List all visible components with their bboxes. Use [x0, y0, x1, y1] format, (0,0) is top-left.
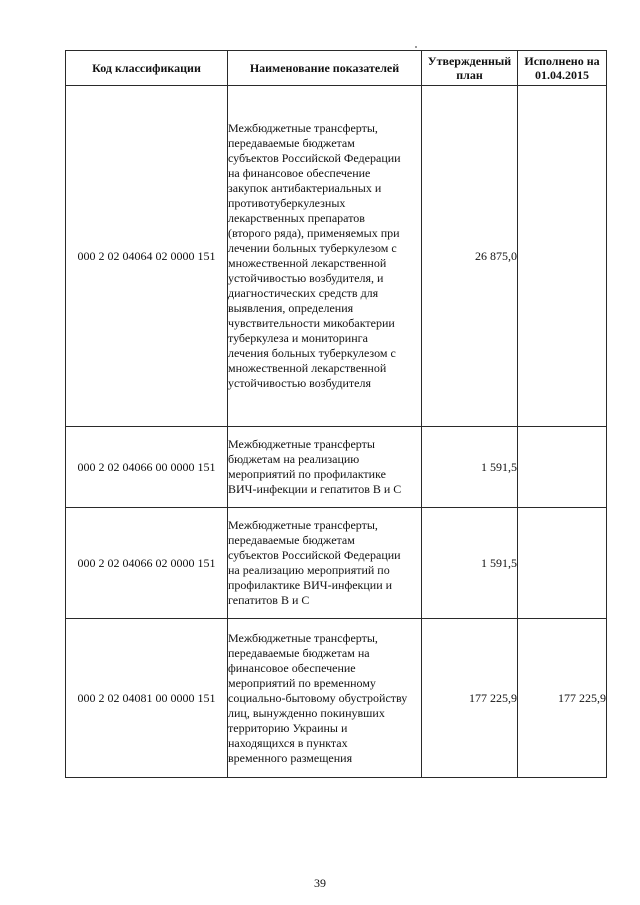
cell-plan: 1 591,5: [422, 427, 518, 508]
name-line: на реализацию мероприятий по: [228, 563, 390, 577]
name-line: передаваемые бюджетам на: [228, 645, 370, 660]
name-line: субъектов Российской Федерации: [228, 548, 401, 562]
name-line: закупок антибактериальных и: [228, 181, 382, 195]
cell-code: 000 2 02 04066 00 0000 151: [66, 427, 228, 508]
name-line: чувствительности микобактерии: [228, 316, 395, 330]
name-line: лечении больных туберкулезом с: [228, 241, 397, 255]
name-line: Межбюджетные трансферты,: [228, 630, 378, 645]
cell-name: [228, 86, 422, 427]
cell-code: 000 2 02 04064 02 0000 151: [66, 86, 228, 427]
cell-plan: 26 875,0: [422, 86, 518, 427]
table-row: [66, 508, 607, 619]
name-line: временного размещения: [228, 750, 353, 765]
name-line: мероприятий по временному: [228, 675, 376, 690]
name-line: на финансовое обеспечение: [228, 166, 371, 180]
name-line: ВИЧ-инфекции и гепатитов В и С: [228, 482, 402, 496]
scan-artifact-dot: [415, 46, 417, 48]
name-line: множественной лекарственной: [228, 256, 387, 270]
header-done: Исполнено на 01.04.2015: [518, 51, 607, 86]
table-row: [66, 427, 607, 508]
name-line: субъектов Российской Федерации: [228, 151, 401, 165]
header-name: Наименование показателей: [228, 51, 422, 86]
header-code: Код классификации: [66, 51, 228, 86]
name-line: профилактике ВИЧ-инфекции и: [228, 578, 393, 592]
cell-plan: 1 591,5: [422, 508, 518, 619]
cell-name: [228, 427, 422, 508]
name-line: Межбюджетные трансферты,: [228, 121, 378, 135]
name-line: лекарственных препаратов: [228, 211, 365, 225]
cell-code: 000 2 02 04066 02 0000 151: [66, 508, 228, 619]
name-line: находящихся в пунктах: [228, 735, 348, 750]
cell-done: [518, 86, 607, 427]
name-line: противотуберкулезных: [228, 196, 346, 210]
name-line: лечения больных туберкулезом с: [228, 346, 396, 360]
name-line: передаваемые бюджетам: [228, 533, 355, 547]
name-line: гепатитов В и С: [228, 593, 310, 607]
name-line: множественной лекарственной: [228, 361, 387, 375]
table-row: [66, 86, 607, 427]
name-line: устойчивостью возбудителя, и: [228, 271, 384, 285]
cell-name: [228, 508, 422, 619]
cell-code: 000 2 02 04081 00 0000 151: [66, 619, 228, 778]
name-line: финансовое обеспечение: [228, 660, 356, 675]
cell-name: [228, 619, 422, 778]
name-line: туберкулеза и мониторинга: [228, 331, 368, 345]
name-line: передаваемые бюджетам: [228, 136, 355, 150]
cell-done: [518, 508, 607, 619]
budget-table: [65, 50, 607, 778]
name-line: социально-бытовому обустройству: [228, 690, 408, 705]
table-row: [66, 619, 607, 778]
name-line: лиц, вынужденно покинувших: [228, 705, 385, 720]
name-line: Межбюджетные трансферты,: [228, 518, 378, 532]
name-line: устойчивостью возбудителя: [228, 376, 372, 390]
name-line: (второго ряда), применяемых при: [228, 226, 400, 240]
page-number: 39: [314, 876, 326, 890]
cell-done: [518, 427, 607, 508]
cell-done: 177 225,9: [518, 619, 607, 778]
name-line: бюджетам на реализацию: [228, 452, 360, 466]
table-header-row: [66, 51, 607, 86]
name-line: Межбюджетные трансферты: [228, 437, 375, 451]
name-line: территорию Украины и: [228, 720, 348, 735]
name-line: диагностических средств для: [228, 286, 379, 300]
name-line: мероприятий по профилактике: [228, 467, 386, 481]
name-line: выявления, определения: [228, 301, 354, 315]
cell-plan: 177 225,9: [422, 619, 518, 778]
header-plan: Утвержденный план: [422, 51, 518, 86]
